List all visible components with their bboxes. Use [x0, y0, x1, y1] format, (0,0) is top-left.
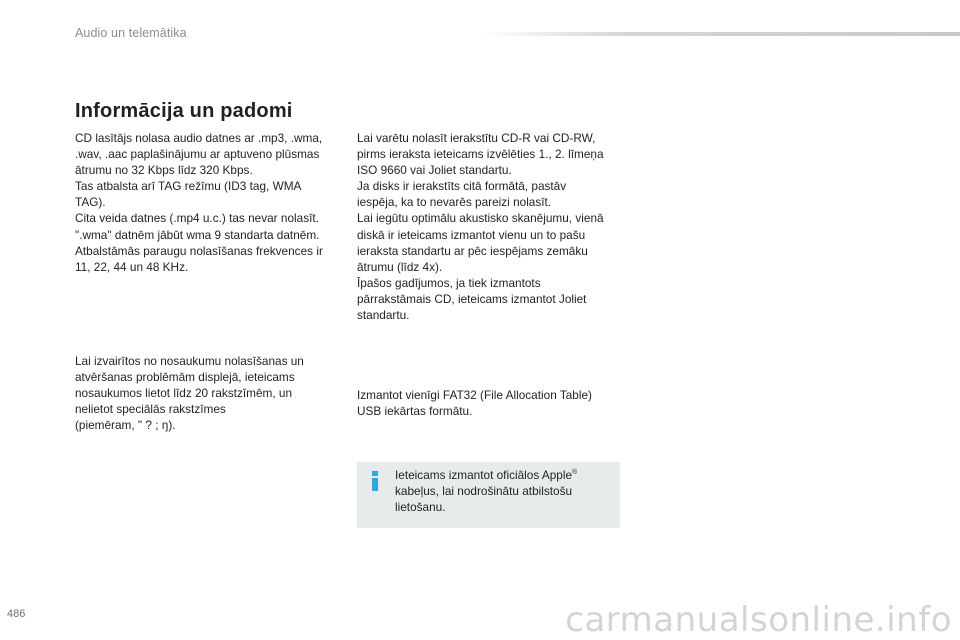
text-line: Izmantot vienīgi FAT32 (File Allocation Table)	[357, 388, 592, 402]
text-line: Ja disks ir ierakstīts citā formātā, pastāv	[357, 179, 567, 194]
text-line: .wav, .aac paplašinājumu ar aptuveno plūsmas	[75, 147, 320, 162]
text-line: pirms ieraksta ieteicams izvēlēties 1., 2. līmeņa	[357, 147, 604, 162]
text-line: atvēršanas problēmām displejā, ieteicams	[75, 370, 295, 385]
text-line: standartu.	[357, 308, 410, 323]
text-line: Lai varētu nolasīt ierakstītu CD-R vai CD-RW,	[357, 131, 596, 145]
left-paragraph-filenames	[75, 353, 304, 433]
header-divider-bar	[480, 32, 960, 36]
text-line: Tas atbalsta arī TAG režīmu (ID3 tag, WMA	[75, 179, 302, 194]
text-line: ISO 9660 vai Joliet standartu.	[357, 163, 512, 178]
right-paragraph-cd-recording	[357, 130, 604, 323]
text-line: CD lasītājs nolasa audio datnes ar .mp3, .wma,	[75, 131, 323, 145]
text-line: Lai iegūtu optimālu akustisko skanējumu, vienā	[357, 211, 604, 226]
text-line: Lai izvairītos no nosaukumu nolasīšanas un	[75, 354, 304, 368]
text-line: USB iekārtas formātu.	[357, 404, 473, 419]
text-line: iespēja, ka to nevarēs pareizi nolasīt.	[357, 195, 552, 210]
watermark: carmanualsonline.info	[565, 600, 952, 640]
header-section-label: Audio un telemātika	[75, 26, 187, 40]
registered-mark: ®	[572, 469, 578, 477]
text-line: ".wma" datnēm jābūt wma 9 standarta datnēm.	[75, 227, 320, 242]
right-paragraph-usb-format	[357, 387, 592, 419]
text-line: lietošanu.	[395, 500, 446, 515]
text-line: ātrumu no 32 Kbps līdz 320 Kbps.	[75, 163, 253, 178]
info-note-text	[395, 467, 577, 515]
text-line: Atbalstāmās paraugu nolasīšanas frekvences ir	[75, 243, 323, 258]
text-line: TAG).	[75, 195, 106, 210]
info-note-box	[357, 462, 620, 528]
page-title: Informācija un padomi	[75, 100, 293, 122]
info-line-1: Ieteicams izmantot oficiālos Apple	[395, 468, 573, 482]
text-line: ātrumu (līdz 4x).	[357, 259, 443, 274]
text-line: nelietot speciālās rakstzīmes	[75, 402, 226, 417]
left-paragraph-cd-formats	[75, 130, 323, 275]
text-line: diskā ir ieteicams izmantot vienu un to pašu	[357, 227, 586, 242]
text-line: 11, 22, 44 un 48 KHz.	[75, 259, 189, 274]
text-line: Cita veida datnes (.mp4 u.c.) tas nevar nolasīt.	[75, 211, 319, 226]
text-line: pārrakstāmais CD, ieteicams izmantot Joliet	[357, 291, 587, 306]
text-line: ieraksta standartu ar pēc iespējams zemāku	[357, 243, 588, 258]
text-line: kabeļus, lai nodrošinātu atbilstošu	[395, 484, 573, 499]
page-number: 486	[7, 608, 26, 620]
text-line: Īpašos gadījumos, ja tiek izmantots	[357, 275, 541, 290]
text-line: nosaukumos lietot līdz 20 rakstzīmēm, un	[75, 386, 293, 401]
info-icon	[367, 470, 383, 492]
text-line: (piemēram, " ? ; ŋ).	[75, 418, 176, 433]
text-line	[395, 467, 577, 483]
